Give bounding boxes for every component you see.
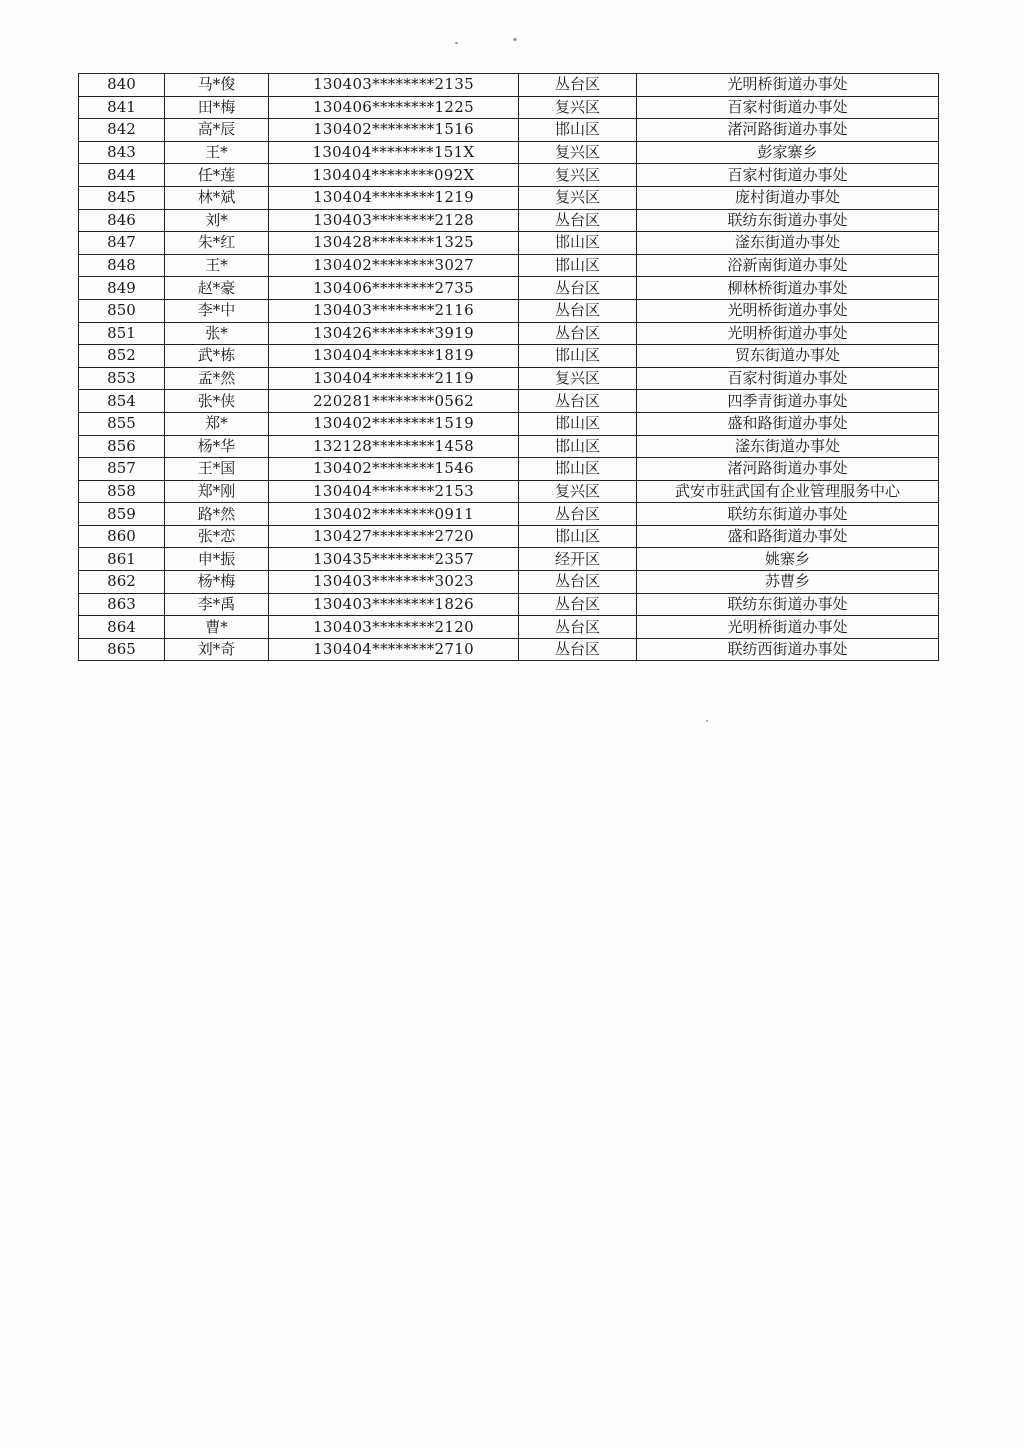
table-row: [79, 548, 939, 571]
unit-cell: 百家村街道办事处: [637, 164, 939, 187]
table-row: [79, 412, 939, 435]
table-row: [79, 638, 939, 661]
table-row: [79, 571, 939, 594]
district-cell: 邯山区: [519, 254, 637, 277]
roster-table: [78, 73, 939, 661]
name-cell: 王*国: [165, 458, 269, 481]
row-number-cell: 849: [79, 277, 165, 300]
table-row: [79, 141, 939, 164]
id-number-cell: 132128********1458: [269, 435, 519, 458]
name-cell: 张*侠: [165, 390, 269, 413]
district-cell: 丛台区: [519, 503, 637, 526]
unit-cell: 苏曹乡: [637, 571, 939, 594]
id-number-cell: 130406********2735: [269, 277, 519, 300]
district-cell: 邯山区: [519, 412, 637, 435]
name-cell: 李*禹: [165, 593, 269, 616]
name-cell: 朱*红: [165, 232, 269, 255]
row-number-cell: 845: [79, 186, 165, 209]
unit-cell: 联纺西街道办事处: [637, 638, 939, 661]
table-row: [79, 96, 939, 119]
district-cell: 丛台区: [519, 209, 637, 232]
table-row: [79, 525, 939, 548]
district-cell: 邯山区: [519, 435, 637, 458]
table-row: [79, 164, 939, 187]
unit-cell: 渚河路街道办事处: [637, 458, 939, 481]
name-cell: 林*斌: [165, 186, 269, 209]
name-cell: 赵*豪: [165, 277, 269, 300]
district-cell: 复兴区: [519, 164, 637, 187]
id-number-cell: 130404********092X: [269, 164, 519, 187]
row-number-cell: 848: [79, 254, 165, 277]
name-cell: 李*中: [165, 299, 269, 322]
table-row: [79, 186, 939, 209]
table-row: [79, 232, 939, 255]
unit-cell: 姚寨乡: [637, 548, 939, 571]
unit-cell: 联纺东街道办事处: [637, 593, 939, 616]
id-number-cell: 130403********1826: [269, 593, 519, 616]
row-number-cell: 864: [79, 616, 165, 639]
name-cell: 王*: [165, 141, 269, 164]
roster-body: [79, 74, 939, 661]
unit-cell: 联纺东街道办事处: [637, 209, 939, 232]
name-cell: 孟*然: [165, 367, 269, 390]
table-row: [79, 209, 939, 232]
id-number-cell: 130406********1225: [269, 96, 519, 119]
name-cell: 任*莲: [165, 164, 269, 187]
table-row: [79, 390, 939, 413]
id-number-cell: 130403********3023: [269, 571, 519, 594]
id-number-cell: 130404********1219: [269, 186, 519, 209]
district-cell: 丛台区: [519, 571, 637, 594]
row-number-cell: 861: [79, 548, 165, 571]
table-row: [79, 435, 939, 458]
table-row: [79, 593, 939, 616]
district-cell: 丛台区: [519, 390, 637, 413]
scan-speck: [706, 720, 708, 722]
name-cell: 武*栋: [165, 345, 269, 368]
unit-cell: 光明桥街道办事处: [637, 299, 939, 322]
unit-cell: 盛和路街道办事处: [637, 412, 939, 435]
unit-cell: 四季青街道办事处: [637, 390, 939, 413]
unit-cell: 武安市驻武国有企业管理服务中心: [637, 480, 939, 503]
unit-cell: 百家村街道办事处: [637, 367, 939, 390]
id-number-cell: 130402********1516: [269, 119, 519, 142]
unit-cell: 贸东街道办事处: [637, 345, 939, 368]
name-cell: 郑*: [165, 412, 269, 435]
id-number-cell: 130402********1519: [269, 412, 519, 435]
district-cell: 邯山区: [519, 525, 637, 548]
row-number-cell: 846: [79, 209, 165, 232]
unit-cell: 光明桥街道办事处: [637, 616, 939, 639]
row-number-cell: 843: [79, 141, 165, 164]
unit-cell: 滏东街道办事处: [637, 435, 939, 458]
district-cell: 复兴区: [519, 186, 637, 209]
unit-cell: 百家村街道办事处: [637, 96, 939, 119]
district-cell: 丛台区: [519, 322, 637, 345]
row-number-cell: 854: [79, 390, 165, 413]
id-number-cell: 130403********2120: [269, 616, 519, 639]
district-cell: 丛台区: [519, 638, 637, 661]
district-cell: 邯山区: [519, 119, 637, 142]
table-row: [79, 345, 939, 368]
row-number-cell: 847: [79, 232, 165, 255]
row-number-cell: 842: [79, 119, 165, 142]
district-cell: 丛台区: [519, 299, 637, 322]
unit-cell: 滏东街道办事处: [637, 232, 939, 255]
row-number-cell: 865: [79, 638, 165, 661]
unit-cell: 浴新南街道办事处: [637, 254, 939, 277]
table-row: [79, 119, 939, 142]
unit-cell: 彭家寨乡: [637, 141, 939, 164]
id-number-cell: 130428********1325: [269, 232, 519, 255]
id-number-cell: 220281********0562: [269, 390, 519, 413]
name-cell: 马*俊: [165, 74, 269, 97]
district-cell: 邯山区: [519, 232, 637, 255]
district-cell: 丛台区: [519, 277, 637, 300]
unit-cell: 联纺东街道办事处: [637, 503, 939, 526]
row-number-cell: 852: [79, 345, 165, 368]
unit-cell: 庞村街道办事处: [637, 186, 939, 209]
district-cell: 复兴区: [519, 141, 637, 164]
table-row: [79, 277, 939, 300]
name-cell: 刘*奇: [165, 638, 269, 661]
district-cell: 丛台区: [519, 74, 637, 97]
unit-cell: 柳林桥街道办事处: [637, 277, 939, 300]
district-cell: 丛台区: [519, 616, 637, 639]
id-number-cell: 130404********1819: [269, 345, 519, 368]
id-number-cell: 130403********2128: [269, 209, 519, 232]
row-number-cell: 860: [79, 525, 165, 548]
table-row: [79, 480, 939, 503]
name-cell: 路*然: [165, 503, 269, 526]
table-row: [79, 458, 939, 481]
unit-cell: 光明桥街道办事处: [637, 74, 939, 97]
row-number-cell: 863: [79, 593, 165, 616]
name-cell: 田*梅: [165, 96, 269, 119]
row-number-cell: 844: [79, 164, 165, 187]
name-cell: 杨*华: [165, 435, 269, 458]
district-cell: 经开区: [519, 548, 637, 571]
table-row: [79, 616, 939, 639]
table-row: [79, 322, 939, 345]
name-cell: 张*恋: [165, 525, 269, 548]
id-number-cell: 130404********151X: [269, 141, 519, 164]
unit-cell: 渚河路街道办事处: [637, 119, 939, 142]
id-number-cell: 130404********2119: [269, 367, 519, 390]
name-cell: 张*: [165, 322, 269, 345]
district-cell: 复兴区: [519, 480, 637, 503]
name-cell: 刘*: [165, 209, 269, 232]
district-cell: 邯山区: [519, 345, 637, 368]
name-cell: 申*振: [165, 548, 269, 571]
row-number-cell: 851: [79, 322, 165, 345]
row-number-cell: 862: [79, 571, 165, 594]
id-number-cell: 130404********2710: [269, 638, 519, 661]
row-number-cell: 855: [79, 412, 165, 435]
name-cell: 王*: [165, 254, 269, 277]
id-number-cell: 130404********2153: [269, 480, 519, 503]
district-cell: 邯山区: [519, 458, 637, 481]
row-number-cell: 856: [79, 435, 165, 458]
name-cell: 郑*刚: [165, 480, 269, 503]
row-number-cell: 858: [79, 480, 165, 503]
id-number-cell: 130402********0911: [269, 503, 519, 526]
row-number-cell: 857: [79, 458, 165, 481]
name-cell: 高*辰: [165, 119, 269, 142]
scan-speck: [513, 38, 517, 41]
district-cell: 复兴区: [519, 96, 637, 119]
id-number-cell: 130403********2116: [269, 299, 519, 322]
row-number-cell: 853: [79, 367, 165, 390]
district-cell: 丛台区: [519, 593, 637, 616]
name-cell: 曹*: [165, 616, 269, 639]
name-cell: 杨*梅: [165, 571, 269, 594]
id-number-cell: 130427********2720: [269, 525, 519, 548]
unit-cell: 盛和路街道办事处: [637, 525, 939, 548]
table-row: [79, 74, 939, 97]
table-row: [79, 367, 939, 390]
row-number-cell: 841: [79, 96, 165, 119]
id-number-cell: 130403********2135: [269, 74, 519, 97]
unit-cell: 光明桥街道办事处: [637, 322, 939, 345]
id-number-cell: 130402********1546: [269, 458, 519, 481]
row-number-cell: 840: [79, 74, 165, 97]
table-row: [79, 503, 939, 526]
id-number-cell: 130435********2357: [269, 548, 519, 571]
table-row: [79, 254, 939, 277]
row-number-cell: 850: [79, 299, 165, 322]
id-number-cell: 130426********3919: [269, 322, 519, 345]
district-cell: 复兴区: [519, 367, 637, 390]
row-number-cell: 859: [79, 503, 165, 526]
table-row: [79, 299, 939, 322]
scan-speck: [455, 42, 458, 44]
id-number-cell: 130402********3027: [269, 254, 519, 277]
